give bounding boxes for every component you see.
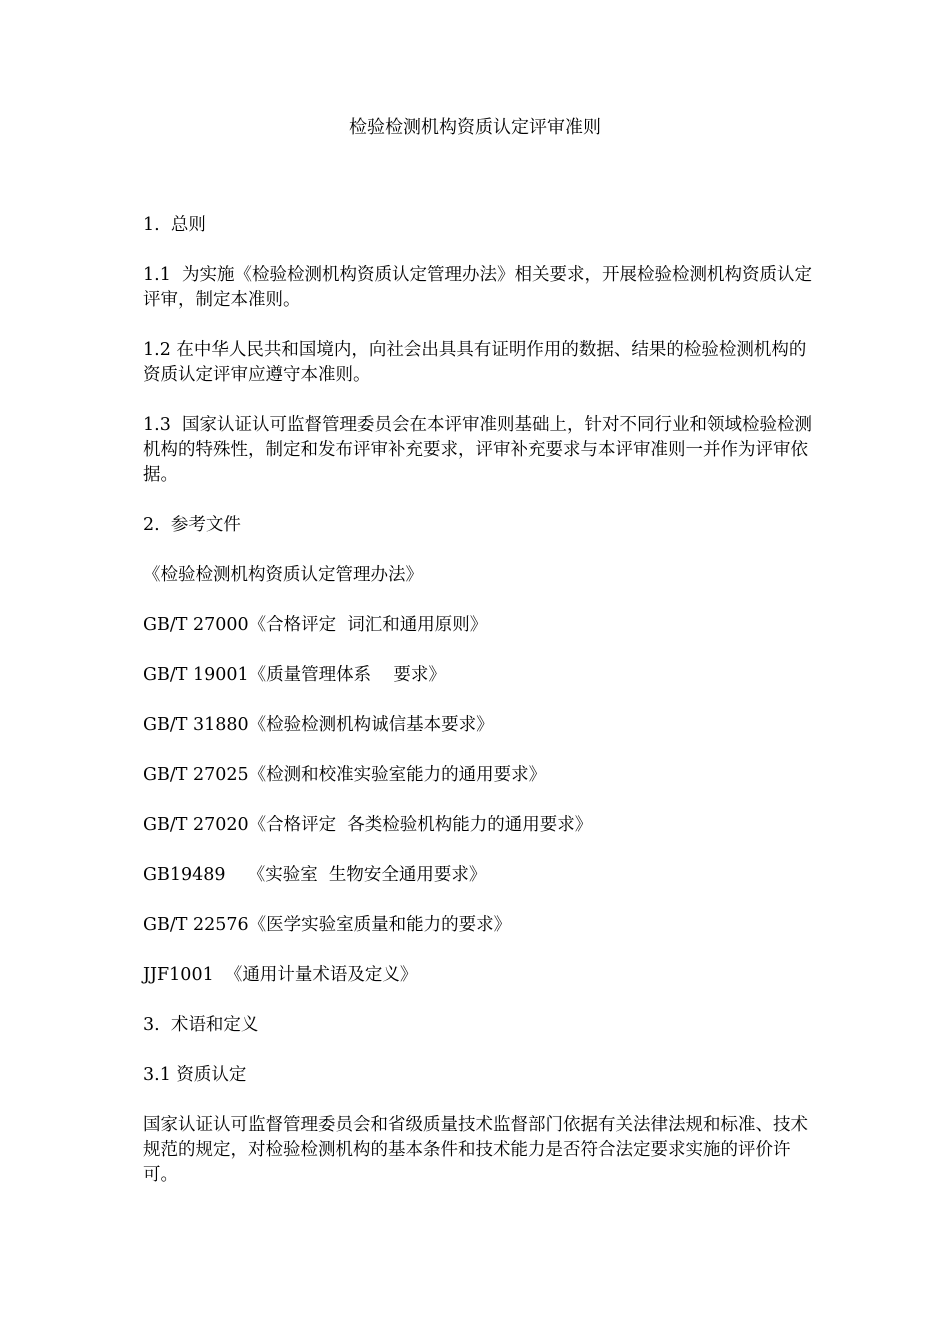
document-body [143, 213, 815, 1188]
clause-1-3: 1.3 国家认证认可监督管理委员会在本评审准则基础上，针对不同行业和领域检验检测机构的特殊性，制定和发布评审补充要求，评审补充要求与本评审准则一并作为评审依据。 [143, 415, 812, 485]
reference-item: GB/T 27000《合格评定 词汇和通用原则》 [143, 615, 488, 635]
clause-1-2: 1.2 在中华人民共和国境内，向社会出具具有证明作用的数据、结果的检验检测机构的资质认定评审应遵守本准则。 [143, 340, 807, 385]
reference-item: GB/T 27020《合格评定 各类检验机构能力的通用要求》 [143, 815, 593, 835]
term-heading-3-1: 3.1 资质认定 [143, 1065, 247, 1085]
section-heading-general: 1. 总则 [143, 215, 206, 235]
reference-item: GB/T 27025《检测和校准实验室能力的通用要求》 [143, 765, 547, 785]
reference-item: JJF1001 《通用计量术语及定义》 [143, 965, 418, 985]
section-heading-references: 2. 参考文件 [143, 515, 241, 535]
reference-item: GB19489 《实验室 生物安全通用要求》 [143, 865, 487, 885]
section-heading-terms: 3. 术语和定义 [143, 1015, 259, 1035]
reference-item: GB/T 19001《质量管理体系 要求》 [143, 665, 446, 685]
reference-item: GB/T 22576《医学实验室质量和能力的要求》 [143, 915, 512, 935]
term-definition-3-1: 国家认证认可监督管理委员会和省级质量技术监督部门依据有关法律法规和标准、技术规范的规定，对检验检测机构的基本条件和技术能力是否符合法定要求实施的评价许可。 [143, 1115, 808, 1185]
document-title: 检验检测机构资质认定评审准则 [349, 117, 601, 138]
clause-1-1: 1.1 为实施《检验检测机构资质认定管理办法》相关要求，开展检验检测机构资质认定评审，制定本准则。 [143, 265, 812, 310]
reference-item: GB/T 31880《检验检测机构诚信基本要求》 [143, 715, 494, 735]
reference-item: 《检验检测机构资质认定管理办法》 [143, 565, 423, 585]
